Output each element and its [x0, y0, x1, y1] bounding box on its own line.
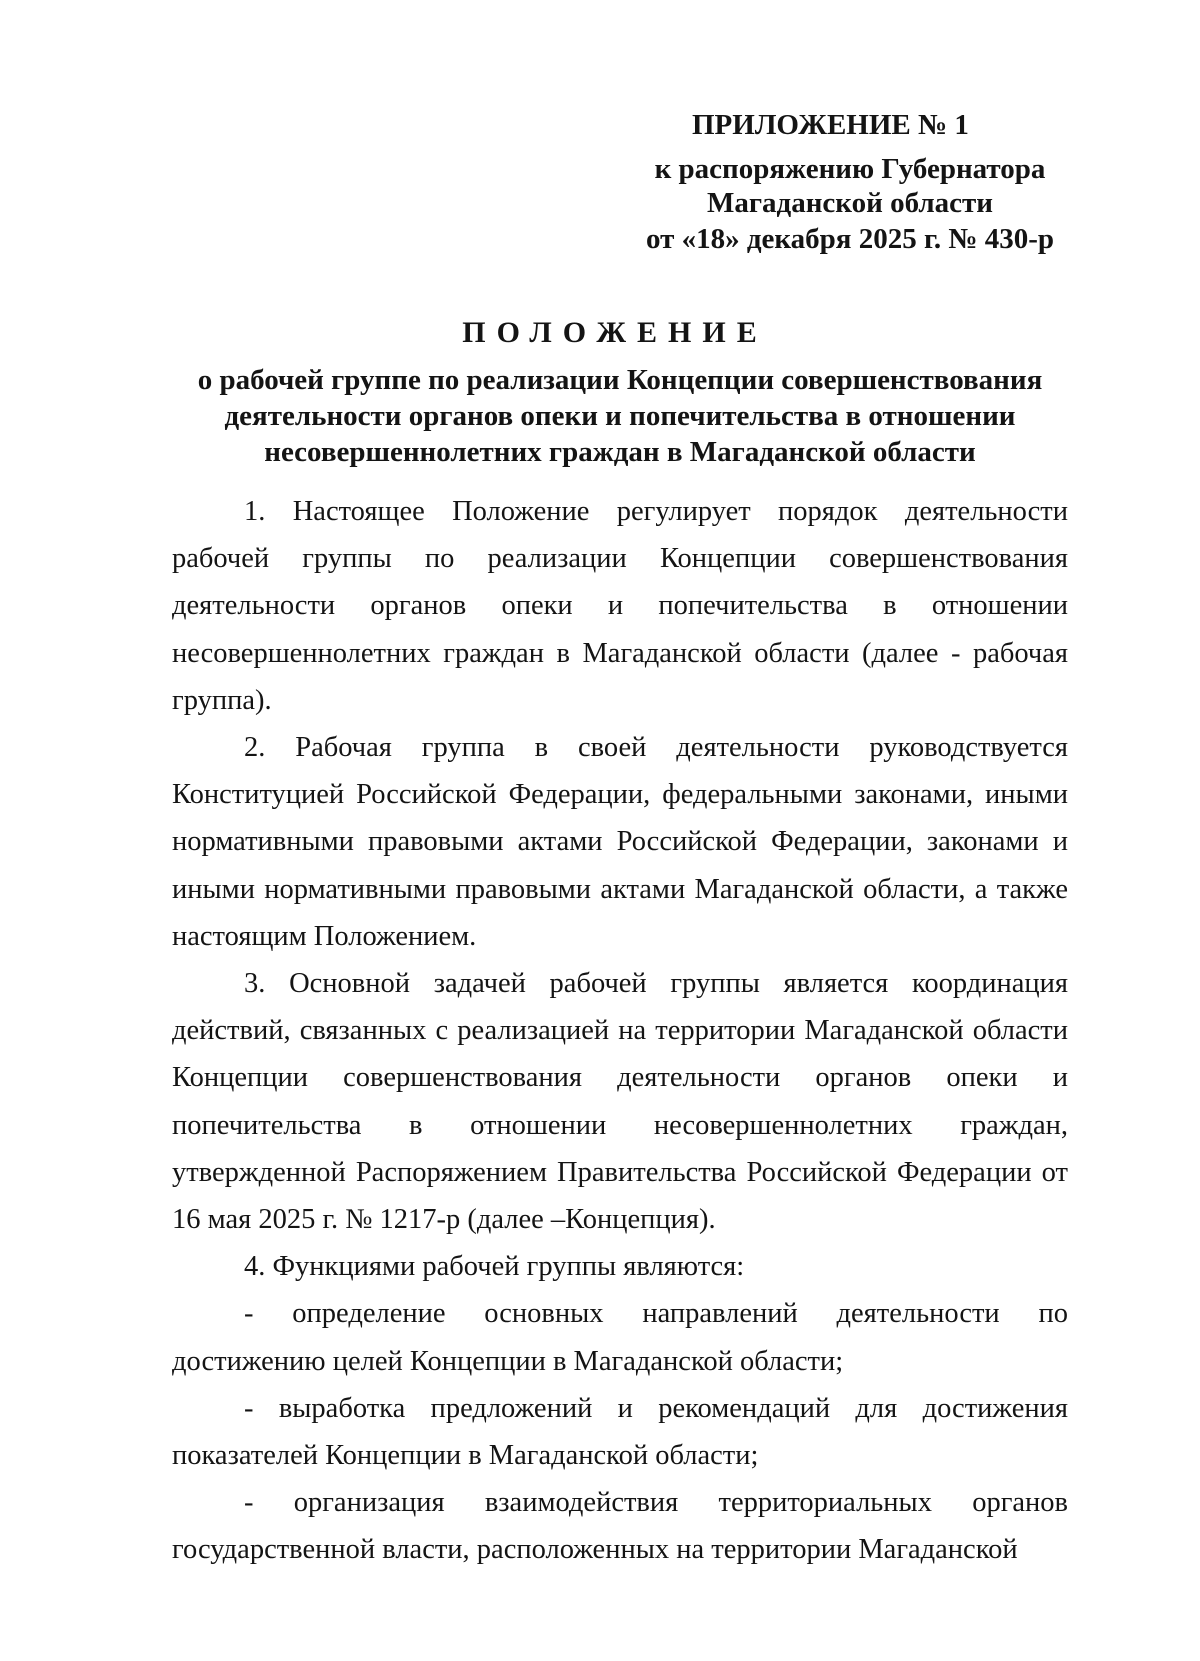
list-item-1: - определение основных направлений деятельности по достижению целей Концепции в Магаданской области;: [172, 1298, 1068, 1377]
paragraph-4: 4. Функциями рабочей группы являются:: [244, 1251, 745, 1283]
list-item-3: - организация взаимодействия территориальных органов государственной власти, расположенных на территории Магаданской: [172, 1487, 1068, 1566]
list-item-2: - выработка предложений и рекомендаций для достижения показателей Концепции в Магаданской области;: [172, 1392, 1068, 1472]
subtitle-line: о рабочей группе по реализации Концепции совершенствования: [197, 364, 1043, 396]
subtitle-line: деятельности органов опеки и попечительства в отношении: [224, 400, 1016, 432]
attachment-reference-line: Магаданской области: [707, 187, 993, 219]
attachment-reference-line: к распоряжению Губернатора: [654, 153, 1046, 185]
paragraph-1: 1. Настоящее Положение регулирует порядок деятельности рабочей группы по реализации Концепции совершенствования деятельности органов опеки и попечительства в отношении несовершеннолетних граждан в Магаданской области (далее - рабочая группа).: [172, 496, 1068, 716]
document-title: ПОЛОЖЕНИЕ: [462, 316, 768, 349]
attachment-reference: [600, 152, 1100, 220]
attachment-date: от «18» декабря 2025 г. № 430-р: [645, 223, 1055, 255]
subtitle-line: несовершеннолетних граждан в Магаданской области: [264, 436, 976, 468]
paragraph-3: 3. Основной задачей рабочей группы является координация действий, связанных с реализацией на территории Магаданской области Концепции совершенствования деятельности органов опеки и попечительства в отношении несовершеннолетних граждан, утвержденной Распоряжением Правительства Российской Федерации от 16 мая 2025 г. № 1217-р (далее –Концепция).: [172, 968, 1068, 1236]
document-body: [172, 488, 1068, 1574]
paragraph-2: 2. Рабочая группа в своей деятельности руководствуется Конституцией Российской Федерации, федеральными законами, иными нормативными правовыми актами Российской Федерации, законами и иными нормативными правовыми актами Магаданской области, а также настоящим Положением.: [172, 732, 1068, 952]
attachment-title: ПРИЛОЖЕНИЕ № 1: [692, 109, 969, 141]
document-subtitle: [180, 362, 1060, 470]
